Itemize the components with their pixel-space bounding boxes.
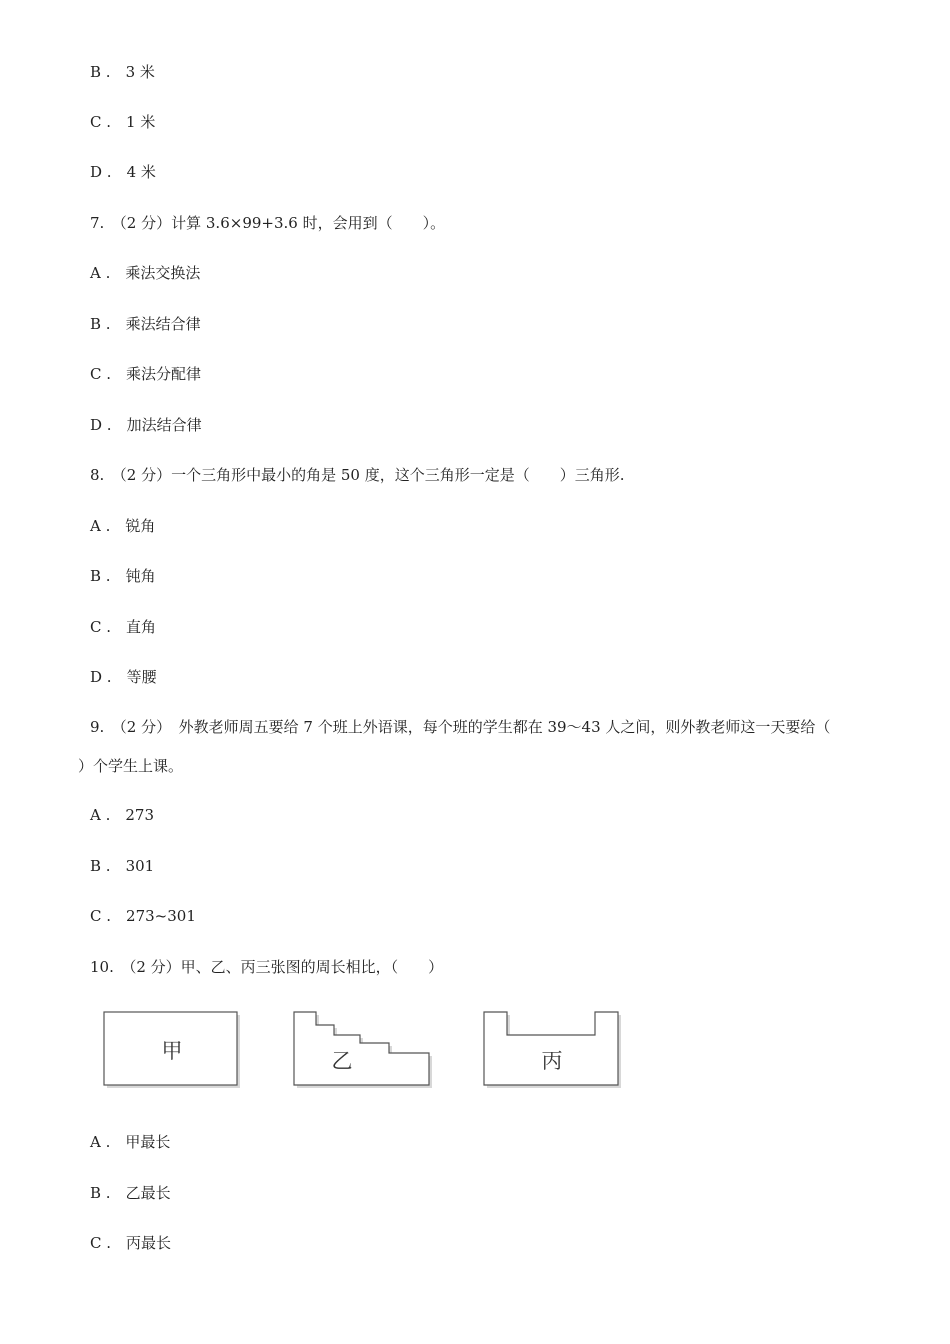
- q7-option-c: [90, 364, 201, 384]
- option-text: 乘法结合律: [125, 315, 201, 333]
- q8-option-c: [90, 617, 156, 637]
- option-letter: D: [90, 416, 103, 434]
- q9-stem-line2: ）个学生上课。: [78, 757, 184, 775]
- q6-option-d: [90, 162, 156, 182]
- option-letter: B: [90, 315, 102, 333]
- option-letter: C: [90, 365, 102, 383]
- q7-option-b: [90, 314, 201, 334]
- option-separator: .: [102, 416, 127, 434]
- q9-option-b: [90, 856, 154, 876]
- option-separator: .: [101, 857, 126, 875]
- q7-option-d: [90, 415, 202, 435]
- q9-stem-line1: 9. （2 分） 外教老师周五要给 7 个班上外语课，每个班的学生都在 39～43 人之间，则外教老师这一天要给（: [90, 718, 831, 736]
- q9-option-c: [90, 906, 196, 926]
- option-letter: C: [90, 618, 102, 636]
- option-letter: A: [90, 264, 101, 282]
- option-letter: B: [90, 63, 102, 81]
- option-text: 锐角: [125, 517, 156, 535]
- option-separator: .: [101, 365, 127, 383]
- option-letter: D: [90, 163, 103, 181]
- option-text: 等腰: [126, 668, 157, 686]
- shape-bing: [484, 1012, 621, 1088]
- option-letter: A: [90, 1133, 101, 1151]
- option-text: 丙最长: [126, 1234, 172, 1252]
- option-separator: .: [101, 1234, 127, 1252]
- option-text: 乙最长: [125, 1184, 171, 1202]
- option-letter: C: [90, 113, 102, 131]
- option-text: 直角: [126, 618, 157, 636]
- option-text: 301: [125, 857, 155, 875]
- option-separator: .: [101, 907, 127, 925]
- option-text: 乘法交换法: [125, 264, 201, 282]
- option-letter: A: [90, 517, 101, 535]
- option-text: 273: [125, 806, 155, 824]
- option-separator: .: [101, 567, 126, 585]
- shape-jia: [104, 1012, 240, 1088]
- q10-stem: 10. （2 分）甲、乙、丙三张图的周长相比，（ ）: [90, 958, 444, 976]
- option-text: 乘法分配律: [126, 365, 202, 383]
- q7-stem: 7. （2 分）计算 3.6×99+3.6 时，会用到（ ）。: [90, 214, 446, 232]
- option-text: 4 米: [126, 163, 156, 181]
- q10-option-a: [90, 1132, 170, 1152]
- option-separator: .: [100, 517, 126, 535]
- option-letter: B: [90, 857, 102, 875]
- q10-option-b: [90, 1183, 171, 1203]
- option-separator: .: [100, 1133, 126, 1151]
- perimeter-shapes-figure: [100, 1008, 630, 1094]
- shape-yi-label: 乙: [331, 1049, 353, 1073]
- option-separator: .: [100, 264, 126, 282]
- option-letter: B: [90, 567, 102, 585]
- option-separator: .: [102, 163, 127, 181]
- option-separator: .: [102, 668, 127, 686]
- option-text: 273~301: [126, 907, 196, 925]
- option-separator: .: [101, 63, 126, 81]
- q10-option-c: [90, 1233, 171, 1253]
- q7-option-a: [90, 263, 200, 283]
- option-separator: .: [101, 618, 127, 636]
- option-separator: .: [101, 315, 126, 333]
- q8-option-d: [90, 667, 157, 687]
- option-text: 加法结合律: [126, 416, 202, 434]
- q8-option-a: [90, 516, 155, 536]
- option-text: 钝角: [125, 567, 156, 585]
- option-letter: C: [90, 1234, 102, 1252]
- option-separator: .: [101, 1184, 126, 1202]
- shape-bing-label: 丙: [541, 1049, 563, 1073]
- option-letter: D: [90, 668, 103, 686]
- option-letter: B: [90, 1184, 102, 1202]
- shape-yi: [294, 1012, 432, 1088]
- q6-option-b: [90, 62, 155, 82]
- q8-stem: 8. （2 分）一个三角形中最小的角是 50 度，这个三角形一定是（ ）三角形.: [90, 466, 625, 484]
- option-text: 甲最长: [125, 1133, 171, 1151]
- option-separator: .: [100, 806, 126, 824]
- option-letter: C: [90, 907, 102, 925]
- q10-figure: [100, 1008, 630, 1098]
- shape-jia-label: 甲: [161, 1039, 183, 1063]
- option-separator: .: [101, 113, 127, 131]
- option-text: 3 米: [125, 63, 155, 81]
- q6-option-c: [90, 112, 155, 132]
- q9-option-a: [90, 805, 154, 825]
- option-letter: A: [90, 806, 101, 824]
- q8-option-b: [90, 566, 156, 586]
- option-text: 1 米: [126, 113, 156, 131]
